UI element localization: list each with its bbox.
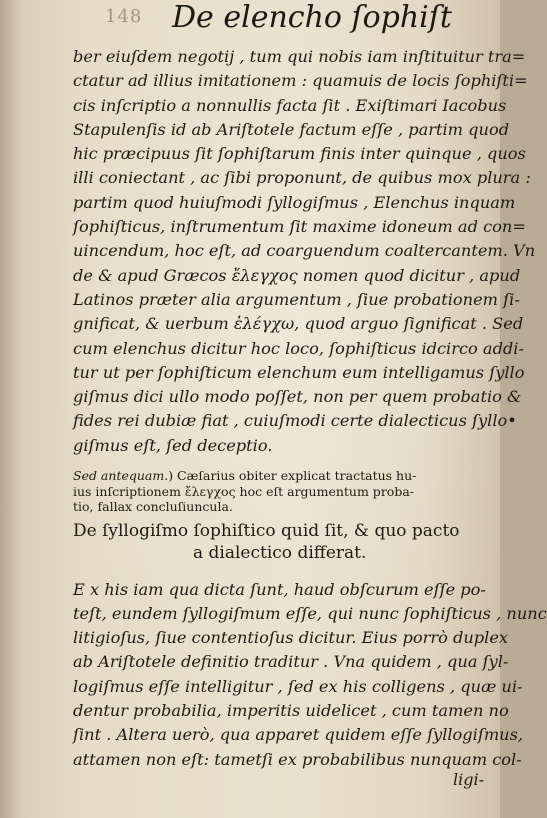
text-line: uincendum, hoc eſt, ad coarguendum coaltercantem. Vn [73,241,536,261]
text-line: partim quod huiuſmodi ſyllogiſmus , Elenchus inquam [73,192,516,212]
catchword: ligi- [453,770,484,789]
text-line: ſophiſticus, inſtrumentum ſit maxime idoneum ad con= [73,217,526,237]
note-line [73,468,488,484]
text-line: attamen non eſt: tametſi ex probabilibus nunquam col- [73,749,522,769]
note-lead: Sed antequam. [73,468,169,484]
text-line: logiſmus eſſe intelligitur , ſed ex his colligens , quæ ui- [73,676,523,696]
heading-line: a dialectico differat. [193,542,367,563]
note-text: ) Cæſarius obiter explicat tractatus hu- [168,468,417,484]
text-line: dentur probabilia, imperitis uidelicet , cum tamen no [73,701,509,721]
text-line: litigioſus, ſiue contentioſus dicitur. Eius porrò duplex [73,628,509,648]
paragraph-second [73,578,547,772]
text-line: de & apud Græcos ἔλεγχος nomen quod dicitur , apud [73,265,521,285]
main-text [73,45,547,772]
text-line: ber eiuſdem negotij , tum qui nobis iam inſtituitur tra= [73,47,526,66]
note-line: ius inſcriptionem ἔλεγχος hoc eſt argumentum proba- [73,483,414,499]
text-line: ctatur ad illius imitationem : quamuis de locis ſophiſti= [73,71,528,91]
text-line: cum elenchus dicitur hoc loco, ſophiſticus idcirco addi- [73,338,524,358]
text-line: cis inſcriptio a nonnullis facta ſit . Exiſtimari Iacobus [73,95,507,115]
text-line: gnificat, & uerbum ἐλέγχω, quod arguo ſignificat . Sed [73,314,524,334]
gutter-shadow [0,0,22,818]
paragraph-first [73,45,536,458]
page-number: 148 [105,6,143,27]
text-line: tur ut per ſophiſticum elenchum eum intelligamus ſyllo [73,362,525,382]
text-line: ſint . Altera uerò, qua apparet quidem eſſe ſyllogiſmus, [73,725,524,745]
annotation-note [73,468,488,515]
heading-line: De ſyllogiſmo ſophiſtico quid ſit, & quo pacto [73,520,460,541]
text-line: Latinos præter alia argumentum , ſiue probationem ſi- [73,289,520,309]
text-line: hic præcipuus ſit ſophiſtarum finis inter quinque , quos [73,144,526,164]
section-heading [73,520,488,564]
running-head: De elencho ſophiſt [172,0,452,35]
text-line: Stapulenſis id ab Ariſtotele factum eſſe , partim quod [73,119,510,139]
text-line: E x his iam qua dicta ſunt, haud obſcurum eſſe po- [73,579,486,599]
note-line: tio, fallax concluſiuncula. [73,499,233,515]
text-line: giſmus dici ullo modo poſſet, non per quem probatio & [73,387,522,407]
text-line: illi coniectant , ac ſibi proponunt, de quibus mox plura : [73,168,531,188]
text-line: giſmus eſt, ſed deceptio. [73,435,273,455]
text-line: ab Ariſtotele definitio traditur . Vna quidem , qua ſyl- [73,652,509,672]
text-line: teſt, eundem ſyllogiſmum eſſe, qui nunc ſophiſticus , nunc [73,603,547,623]
text-line: fides rei dubiæ fiat , cuiuſmodi certe dialecticus ſyllo• [73,411,517,431]
